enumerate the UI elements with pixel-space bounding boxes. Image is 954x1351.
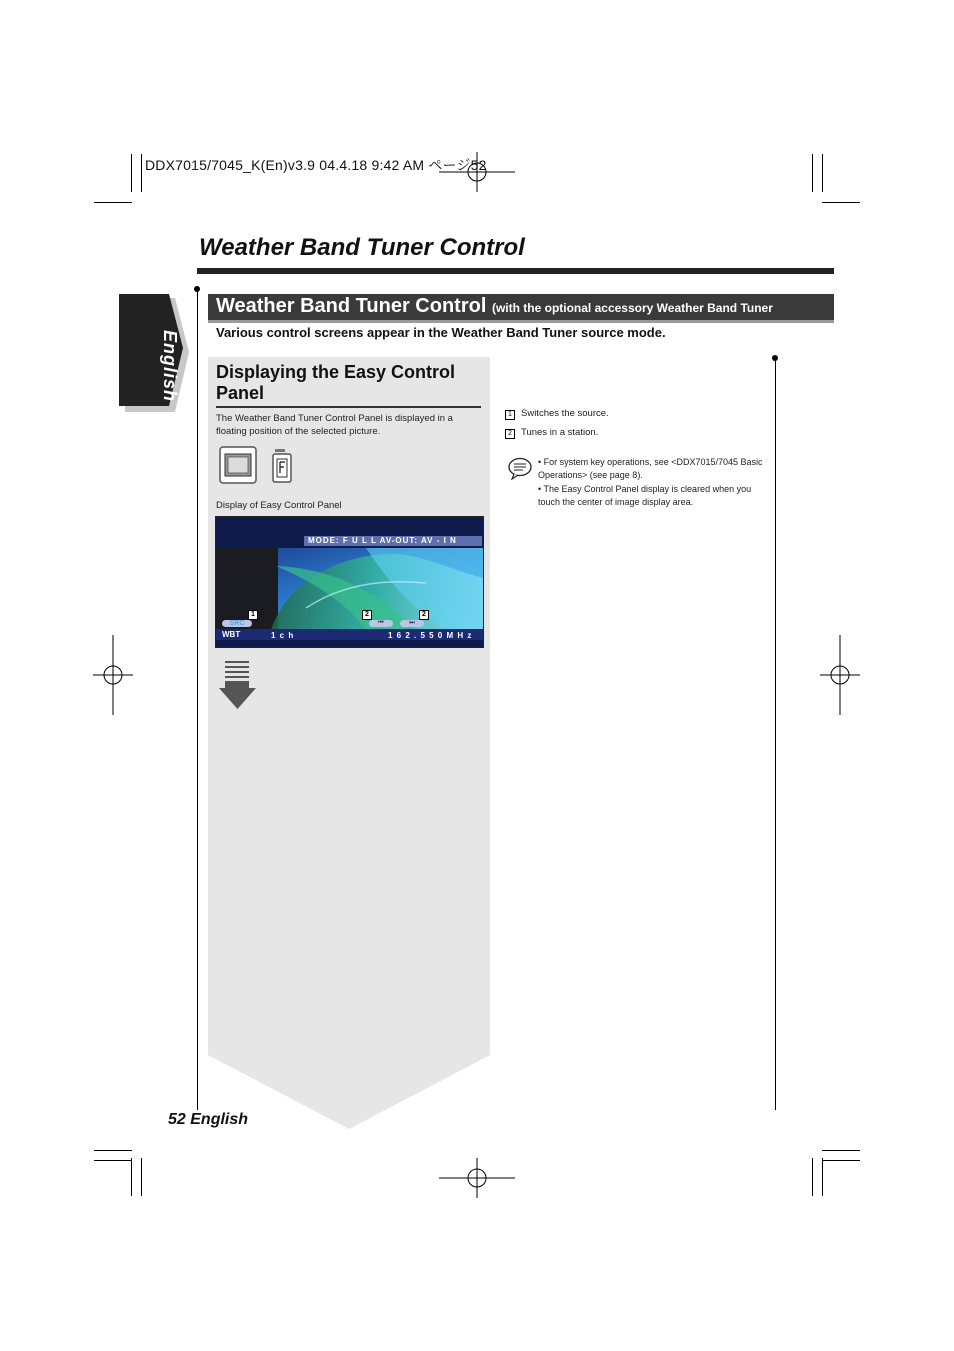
callout-2: 2: [362, 610, 372, 620]
legend-text: Tunes in a station.: [521, 427, 599, 438]
crop-mark: [94, 1160, 132, 1161]
crop-mark: [131, 1158, 132, 1196]
subsection-body: The Weather Band Tuner Control Panel is displayed in a floating position of the selected picture.: [216, 413, 453, 437]
page-number: 52 English: [168, 1111, 249, 1128]
legend-item: [505, 408, 609, 420]
left-margin-line: [197, 290, 198, 1110]
crop-mark: [822, 202, 860, 203]
next-step-arrow-icon: [219, 660, 257, 710]
section-title: Weather Band Tuner Control: [216, 295, 487, 317]
crop-mark: [94, 202, 132, 203]
registration-target-icon: [93, 635, 133, 715]
note-item: • The Easy Control Panel display is cleared when you touch the center of image display area.: [538, 484, 752, 507]
seek-previous-button[interactable]: ⏮: [369, 620, 393, 627]
legend-item: [505, 427, 598, 439]
margin-dot: [772, 355, 778, 361]
title-rule: [197, 268, 834, 274]
legend-number: 2: [505, 429, 515, 439]
callout-2: 2: [419, 610, 429, 620]
tuner-status-bar: [216, 629, 483, 640]
registration-target-icon: [437, 1158, 517, 1198]
section-subtitle: (with the optional accessory Weather Band Tuner: [491, 301, 773, 315]
channel-label: 1 c h: [271, 631, 295, 640]
margin-dot: [194, 286, 200, 292]
crop-mark: [822, 154, 823, 192]
fnc-key-icon: [270, 448, 294, 484]
page-title: Weather Band Tuner Control: [199, 234, 525, 261]
seek-next-button[interactable]: ⏭: [400, 620, 424, 627]
callout-1: 1: [248, 610, 258, 620]
subsection-rule: [216, 406, 481, 408]
crop-mark: [131, 154, 132, 192]
note-item: • For system key operations, see <DDX7015/7045 Basic Operations> (see page 8).: [538, 457, 763, 480]
crop-mark: [812, 1158, 813, 1196]
easy-control-panel-screen: [215, 516, 484, 648]
screen-caption: Display of Easy Control Panel: [216, 500, 342, 511]
crop-mark: [141, 154, 142, 192]
crop-mark: [822, 1158, 823, 1196]
registration-target-icon: [820, 635, 860, 715]
legend-text: Switches the source.: [521, 408, 609, 419]
language-tab-label: English: [160, 330, 180, 403]
display-key-icon: [219, 446, 257, 484]
subsection-title: Displaying the Easy Control Panel: [216, 362, 456, 403]
crop-mark: [94, 1150, 132, 1151]
src-button[interactable]: SRC: [222, 620, 252, 627]
note-icon: [507, 456, 533, 480]
section-header: [208, 294, 834, 323]
band-label: WBT: [222, 630, 241, 639]
legend-number: 1: [505, 410, 515, 420]
crop-mark: [822, 1160, 860, 1161]
frequency-label: 1 6 2 . 5 5 0 M H z: [388, 631, 473, 640]
print-header: DDX7015/7045_K(En)v3.9 04.4.18 9:42 AM ページ52: [145, 157, 487, 173]
crop-mark: [822, 1150, 860, 1151]
right-column-line: [775, 360, 776, 1110]
section-intro: Various control screens appear in the Weather Band Tuner source mode.: [216, 325, 666, 340]
crop-mark: [812, 154, 813, 192]
mode-status-bar: MODE: F U L L AV-OUT: AV - I N: [304, 536, 482, 546]
crop-mark: [141, 1158, 142, 1196]
